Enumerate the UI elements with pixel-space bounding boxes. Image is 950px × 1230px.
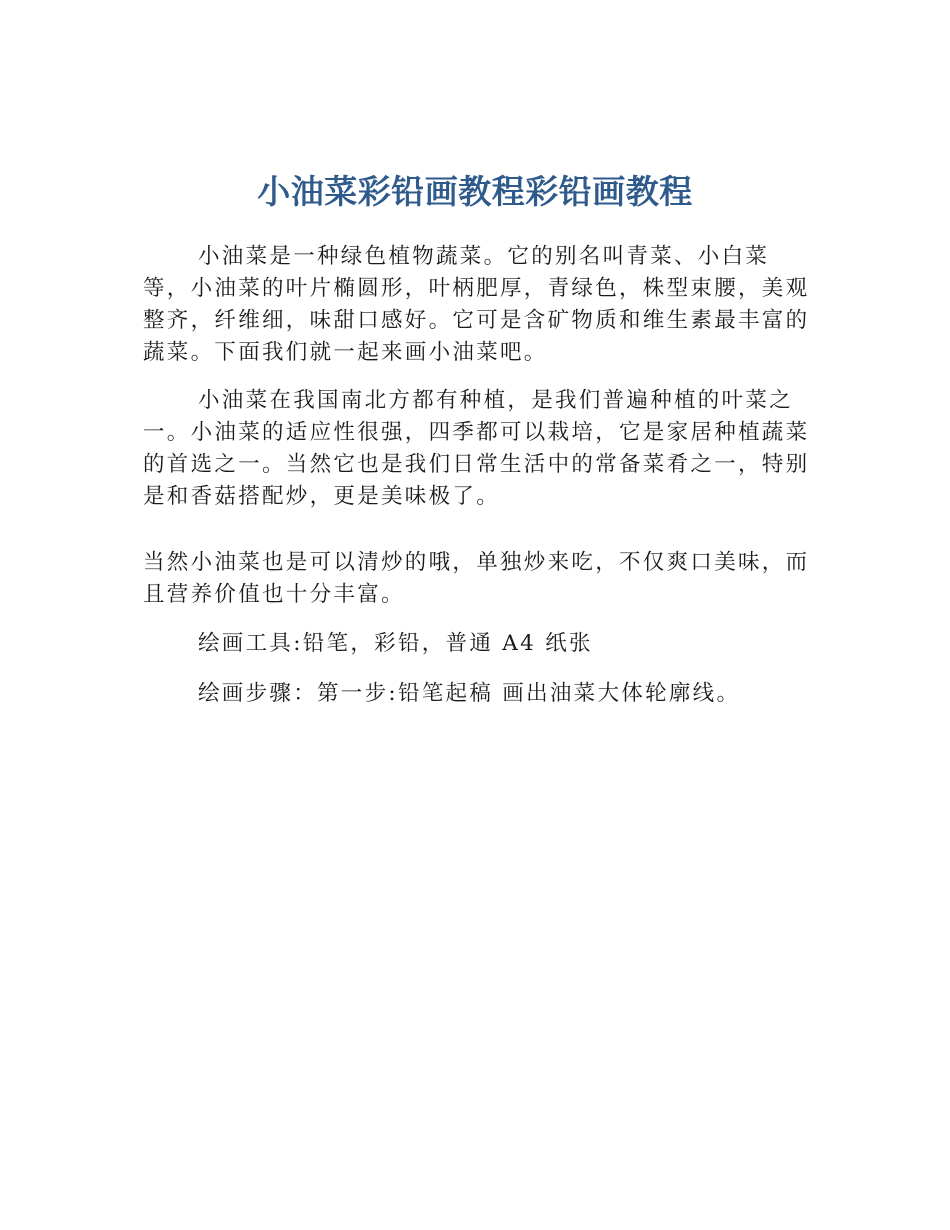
paragraph-steps: 绘画步骤：第一步:铅笔起稿 画出油菜大体轮廓线。 bbox=[198, 681, 741, 706]
document-title: 小油菜彩铅画教程彩铅画教程 bbox=[257, 172, 693, 212]
paragraph-intro: 小油菜是一种绿色植物蔬菜。它的别名叫青菜、小白菜等，小油菜的叶片椭圆形，叶柄肥厚，青绿色，株型束腰，美观整齐，纤维细，味甜口感好。它可是含矿物质和维生素最丰富的蔬菜。下面我们就一起来画小油菜吧。 bbox=[143, 244, 810, 365]
paragraph-stir-fry: 当然小油菜也是可以清炒的哦，单独炒来吃，不仅爽口美味，而且营养价值也十分丰富。 bbox=[143, 550, 810, 607]
paragraph-tools: 绘画工具:铅笔，彩铅，普通 A4 纸张 bbox=[198, 631, 593, 656]
paragraph-cultivation: 小油菜在我国南北方都有种植，是我们普遍种植的叶菜之一。小油菜的适应性很强，四季都可以栽培，它是家居种植蔬菜的首选之一。当然它也是我们日常生活中的常备菜肴之一，特别是和香菇搭配炒，更是美味极了。 bbox=[143, 388, 810, 509]
